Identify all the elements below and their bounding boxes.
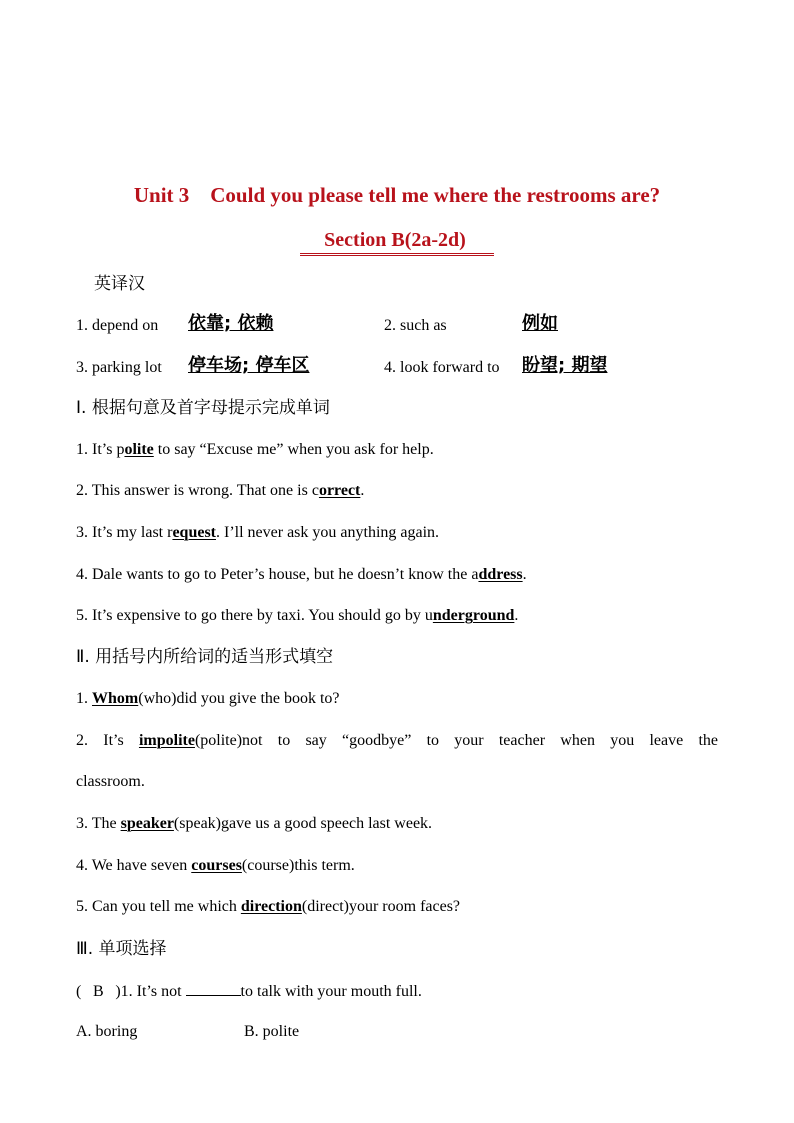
vocab-answer: 停车场; 停车区 bbox=[188, 355, 310, 376]
answer-text: equest bbox=[172, 524, 216, 541]
vocab-item bbox=[76, 316, 158, 336]
section-3-heading: Ⅲ. 单项选择 bbox=[76, 939, 167, 959]
option-b: B. polite bbox=[244, 1023, 300, 1040]
answer-text: nderground bbox=[432, 607, 515, 624]
vocab-term: 1. depend on bbox=[76, 317, 159, 334]
vocab-item bbox=[76, 358, 162, 378]
vocab-answer: 盼望; 期望 bbox=[522, 355, 608, 376]
page-title: Unit 3 Could you please tell me where the restrooms are? bbox=[133, 183, 661, 207]
exercise-item: 3. The speaker(speak)gave us a good speech last week. bbox=[76, 815, 433, 832]
vocab-answer: 例如 bbox=[522, 313, 558, 334]
exercise-item: 4. Dale wants to go to Peter’s house, but he doesn’t know the address. bbox=[76, 566, 527, 583]
answer-text: orrect bbox=[318, 482, 361, 499]
section-1-heading: Ⅰ. 根据句意及首字母提示完成单词 bbox=[76, 398, 330, 418]
exercise-item: 5. It’s expensive to go there by taxi. You should go by underground. bbox=[76, 607, 519, 624]
answer-text: direction bbox=[240, 898, 302, 915]
exercise-item: 1. It’s polite to say “Excuse me” when you ask for help. bbox=[76, 441, 434, 458]
answer-text: olite bbox=[124, 441, 154, 458]
vocab-item bbox=[384, 358, 500, 378]
exercise-item: 3. It’s my last request. I’ll never ask you anything again. bbox=[76, 524, 440, 541]
answer-text: speaker bbox=[120, 815, 174, 832]
vocab-answer: 依靠; 依赖 bbox=[188, 313, 274, 334]
answer-blank bbox=[186, 981, 241, 996]
exercise-item: 2. It’s impolite(polite)not to say “goodbye” to your teacher when you leave the bbox=[76, 732, 718, 749]
question-item: ( B )1. It’s not to talk with your mouth full. bbox=[76, 983, 422, 1000]
exercise-item: 5. Can you tell me which direction(direct)your room faces? bbox=[76, 898, 461, 915]
answer-text: courses bbox=[191, 857, 242, 874]
section-subtitle bbox=[0, 228, 794, 256]
exercise-item: 1. Whom(who)did you give the book to? bbox=[76, 690, 340, 707]
exercise-item-continued: classroom. bbox=[76, 773, 145, 790]
answer-text: ddress bbox=[478, 566, 523, 583]
exercise-item: 2. This answer is wrong. That one is correct. bbox=[76, 482, 365, 499]
answer-text: impolite bbox=[138, 732, 195, 749]
vocab-heading: 英译汉 bbox=[94, 274, 145, 294]
subtitle-text: Section B(2a-2d) bbox=[300, 228, 494, 256]
option-a: A. boring bbox=[76, 1023, 138, 1040]
exercise-item: 4. We have seven courses(course)this term. bbox=[76, 857, 355, 874]
question-answer: B bbox=[92, 983, 104, 1000]
answer-text: Whom bbox=[92, 690, 139, 707]
vocab-term: 3. parking lot bbox=[76, 359, 162, 376]
vocab-item bbox=[384, 316, 447, 336]
vocab-term: 4. look forward to bbox=[384, 359, 500, 376]
vocab-term: 2. such as bbox=[384, 317, 447, 334]
section-2-heading: Ⅱ. 用括号内所给词的适当形式填空 bbox=[76, 647, 334, 667]
